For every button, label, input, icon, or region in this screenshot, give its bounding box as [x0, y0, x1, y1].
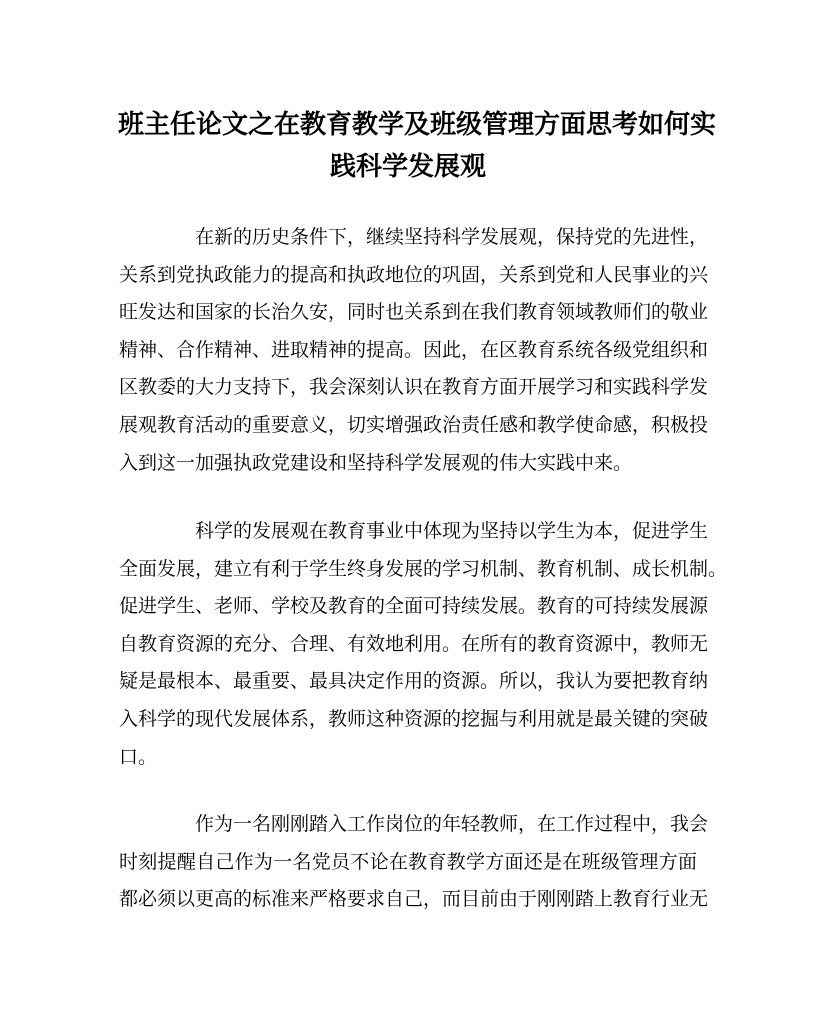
- paragraph-line: 全面发展，建立有利于学生终身发展的学习机制、教育机制、成长机制。: [119, 557, 728, 580]
- paragraph-line: 旺发达和国家的长治久安，同时也关系到在我们教育领域教师们的敬业: [119, 301, 709, 324]
- paragraph-line: 入到这一加强执政党建设和坚持科学发展观的伟大实践中来。: [119, 451, 633, 474]
- paragraph-line: 关系到党执政能力的提高和执政地位的巩固，关系到党和人民事业的兴: [119, 263, 709, 286]
- paragraph-line: 科学的发展观在教育事业中体现为坚持以学生为本，促进学生: [195, 520, 709, 542]
- paragraph-line: 作为一名刚刚踏入工作岗位的年轻教师，在工作过程中，我会: [195, 813, 709, 835]
- paragraph-3: [119, 806, 709, 919]
- paragraph-line: 都必须以更高的标准来严格要求自己，而目前由于刚刚踏上教育行业无: [119, 888, 709, 911]
- title-line-1: 班主任论文之在教育教学及班级管理方面思考如何实: [118, 110, 717, 140]
- paragraph-line: 自教育资源的充分、合理、有效地利用。在所有的教育资源中，教师无: [119, 632, 709, 655]
- paragraph-line: 入科学的现代发展体系，教师这种资源的挖掘与利用就是最关键的突破: [119, 707, 709, 730]
- paragraph-line: 展观教育活动的重要意义，切实增强政治责任感和教学使命感，积极投: [119, 413, 709, 436]
- paragraph-line: 在新的历史条件下，继续坚持科学发展观，保持党的先进性，: [195, 226, 709, 248]
- paragraph-line: 时刻提醒自己作为一名党员不论在教育教学方面还是在班级管理方面: [119, 850, 697, 873]
- paragraph-line: 精神、合作精神、进取精神的提高。因此，在区教育系统各级党组织和: [119, 338, 709, 361]
- paragraph-line: 口。: [119, 745, 158, 768]
- paragraph-line: 疑是最根本、最重要、最具决定作用的资源。所以，我认为要把教育纳: [119, 670, 709, 693]
- title-line-2: 践科学发展观: [329, 152, 486, 182]
- paragraph-line: 区教委的大力支持下，我会深刻认识在教育方面开展学习和实践科学发: [119, 376, 709, 399]
- document-title: [118, 104, 717, 188]
- paragraph-1: [119, 219, 709, 482]
- paragraph-line: 促进学生、老师、学校及教育的全面可持续发展。教育的可持续发展源: [119, 595, 709, 618]
- paragraph-2: [119, 513, 728, 776]
